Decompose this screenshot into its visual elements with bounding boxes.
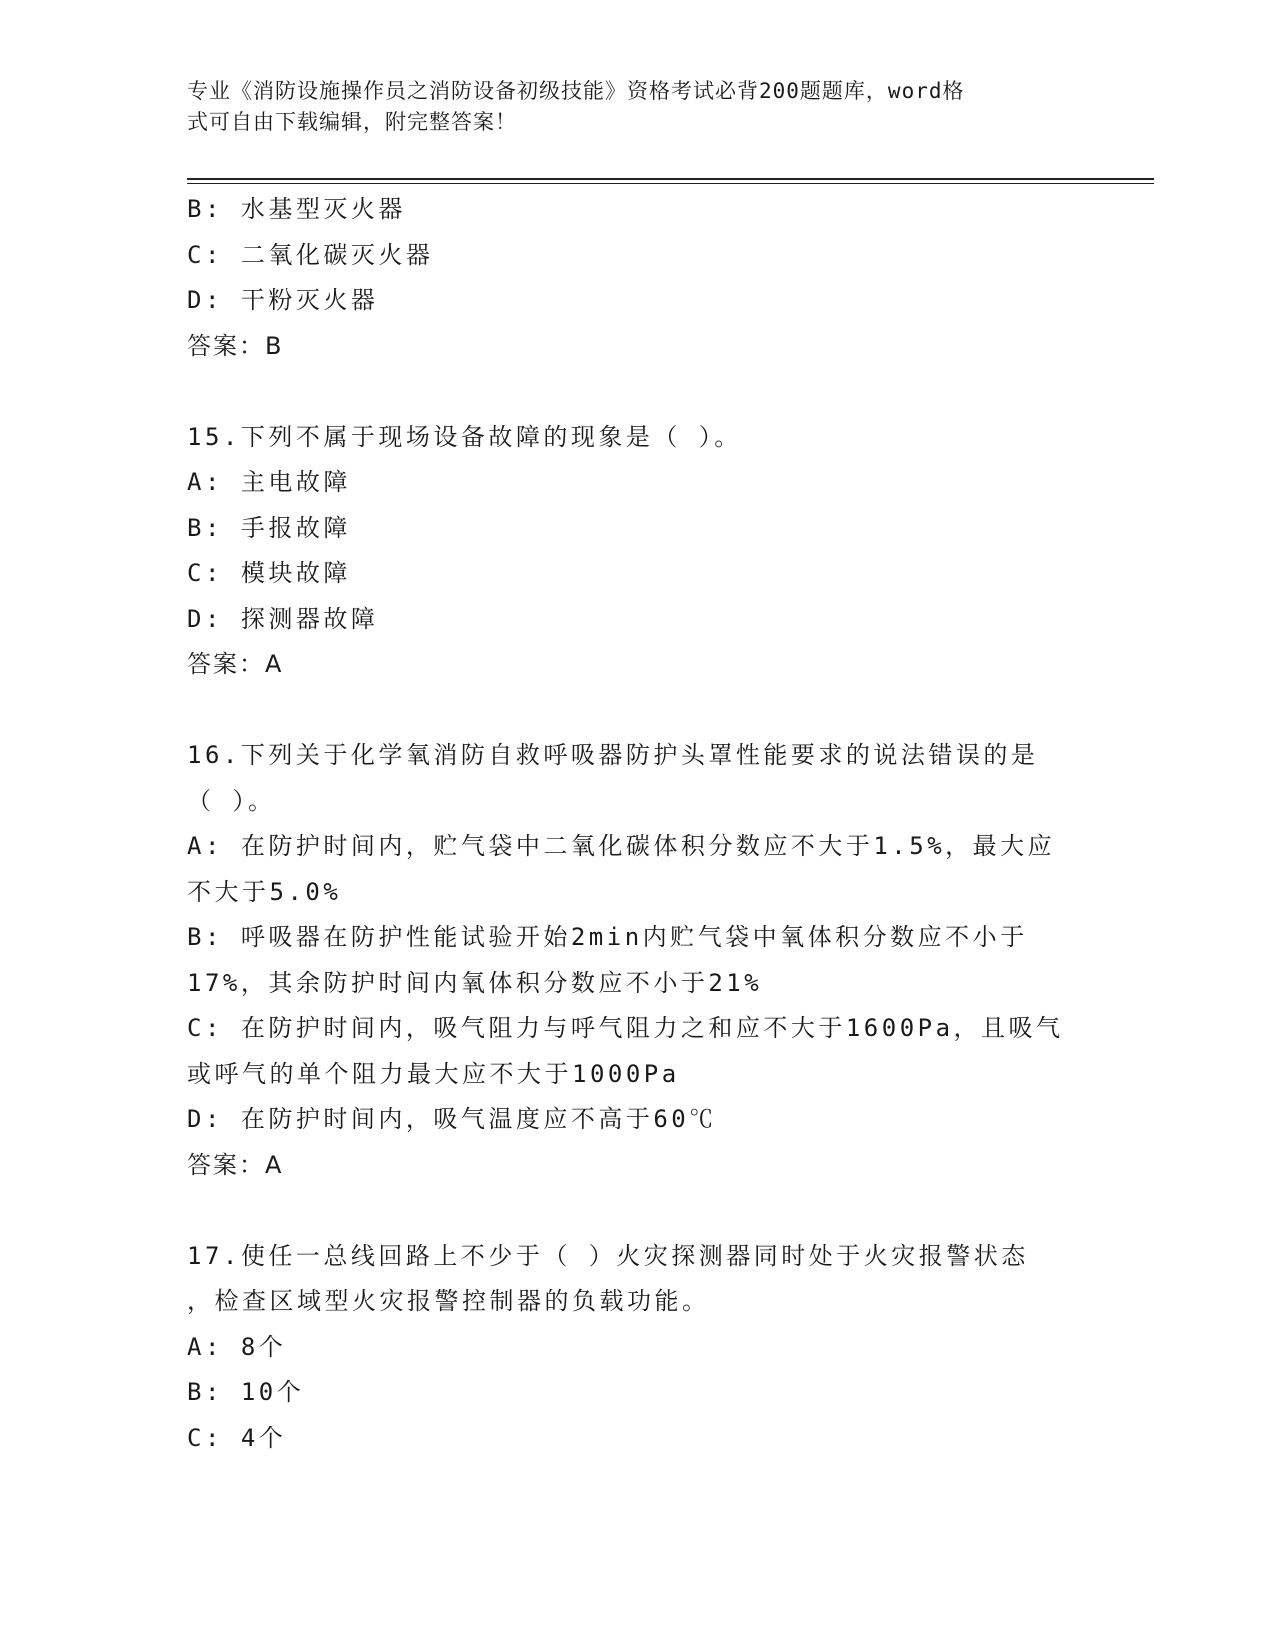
option-c: C: 在防护时间内，吸气阻力与呼气阻力之和应不大于1600Pa，且吸气: [187, 1014, 1064, 1042]
option-b: B: 手报故障: [187, 513, 351, 542]
question-stem: 17.使任一总线回路上不少于（ ）火灾探测器同时处于火灾报警状态: [187, 1241, 1029, 1270]
option-a-continued: 不大于5.0%: [187, 877, 342, 906]
document-header: [187, 76, 1067, 138]
question-stem: 15.下列不属于现场设备故障的现象是（ ）。: [187, 422, 742, 451]
question-content: [187, 187, 1087, 1461]
option-c: C: 4个: [187, 1423, 287, 1452]
option-a: A: 8个: [187, 1332, 287, 1361]
header-divider-thick: [187, 178, 1154, 180]
option-d: D: 干粉灭火器: [187, 286, 379, 314]
spacer: [187, 1188, 1087, 1234]
question-15: [187, 415, 1087, 688]
option-d: D: 探测器故障: [187, 604, 379, 633]
option-b: B: 呼吸器在防护性能试验开始2min内贮气袋中氧体积分数应不小于: [187, 923, 1028, 951]
spacer: [187, 688, 1087, 734]
option-c: C: 模块故障: [187, 559, 351, 587]
header-title-line-2: 式可自由下载编辑，附完整答案！: [187, 110, 517, 134]
option-b: B: 水基型灭火器: [187, 195, 406, 223]
question-stem-continued: ，检查区域型火灾报警控制器的负载功能。: [187, 1287, 710, 1315]
answer-line: 答案：A: [187, 1150, 284, 1179]
spacer: [187, 369, 1087, 415]
question-stem: 16.下列关于化学氧消防自救呼吸器防护头罩性能要求的说法错误的是: [187, 741, 1039, 769]
header-divider-thin: [187, 183, 1154, 184]
question-stem-continued: （ ）。: [187, 786, 276, 815]
answer-line: 答案：B: [187, 331, 284, 360]
option-c-continued: 或呼气的单个阻力最大应不大于1000Pa: [187, 1059, 680, 1088]
previous-question-tail: [187, 187, 1087, 369]
option-c: C: 二氧化碳灭火器: [187, 240, 434, 269]
header-title-line-1: 专业《消防设施操作员之消防设备初级技能》资格考试必背200题题库，word格: [187, 79, 965, 103]
question-16: [187, 733, 1087, 1188]
option-a: A: 在防护时间内，贮气袋中二氧化碳体积分数应不大于1.5%，最大应: [187, 832, 1056, 860]
option-d: D: 在防护时间内，吸气温度应不高于60℃: [187, 1105, 717, 1133]
answer-line: 答案：A: [187, 650, 284, 678]
option-b: B: 10个: [187, 1378, 305, 1406]
option-b-continued: 17%，其余防护时间内氧体积分数应不小于21%: [187, 968, 763, 997]
option-a: A: 主电故障: [187, 468, 351, 496]
question-17: [187, 1234, 1087, 1462]
